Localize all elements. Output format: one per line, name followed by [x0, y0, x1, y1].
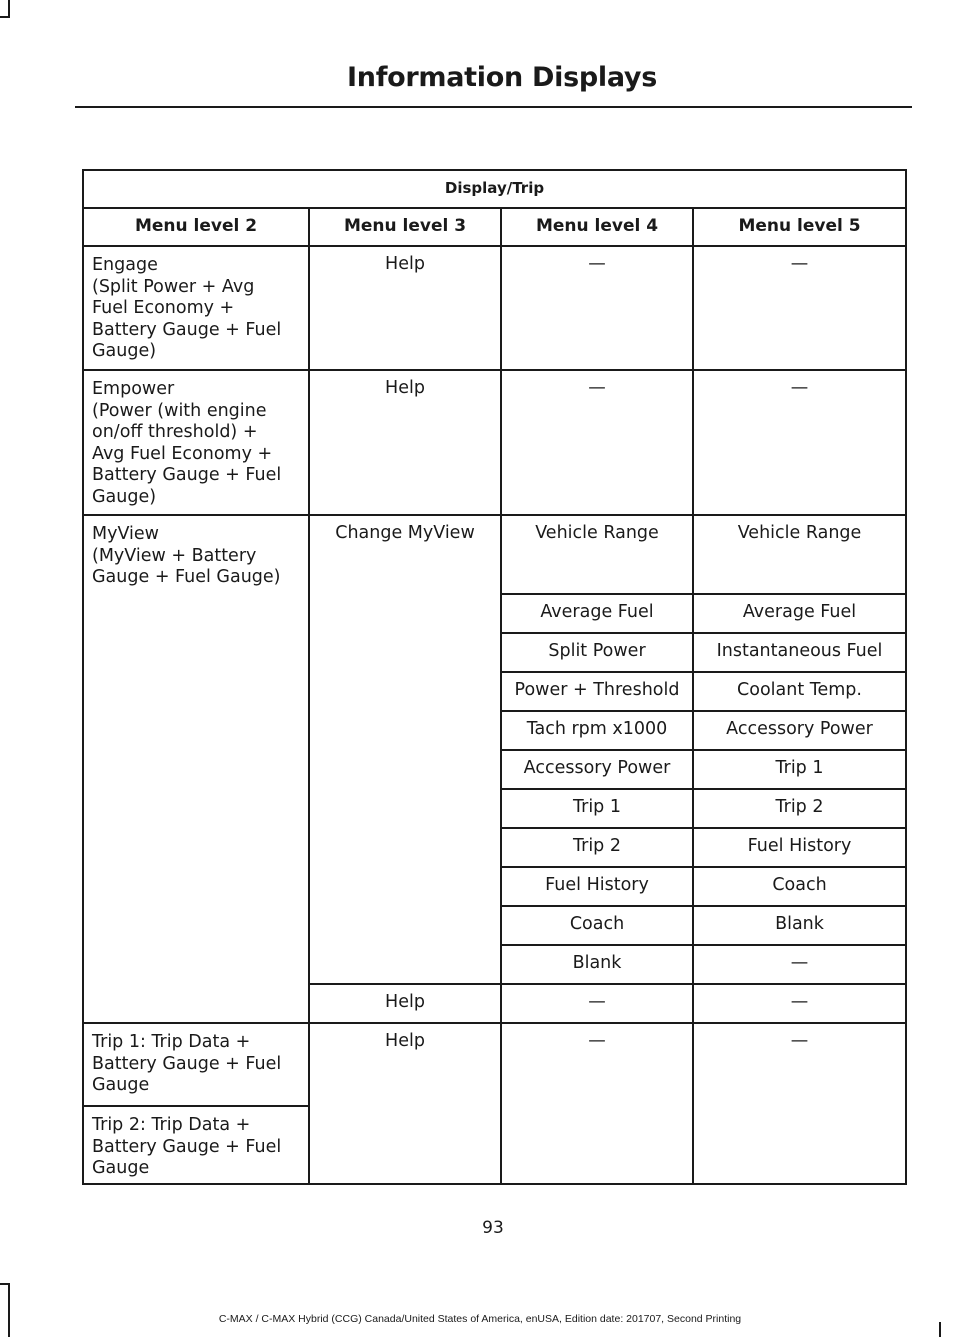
- menu-level-5-cell: Trip 1: [693, 750, 906, 789]
- cell-line: Gauge: [92, 1075, 150, 1095]
- cell-line: Trip 2: Trip Data +: [92, 1115, 251, 1135]
- menu-level-5-cell: —: [693, 1023, 906, 1184]
- cell-line: Trip 1: Trip Data +: [92, 1032, 251, 1052]
- page-title: Information Displays: [347, 62, 657, 93]
- menu-level-5-cell: Average Fuel: [693, 594, 906, 633]
- cell-line: Gauge: [92, 1158, 150, 1178]
- cell-line: Gauge): [92, 341, 157, 361]
- cell-line: Empower: [92, 379, 175, 399]
- menu-level-3-cell: Help: [309, 370, 501, 515]
- menu-level-2-cell: [83, 370, 309, 515]
- menu-level-3-cell: Help: [309, 246, 501, 370]
- column-header: Menu level 2: [83, 208, 309, 246]
- cell-line: MyView: [92, 524, 159, 544]
- menu-level-3-cell: Help: [309, 1023, 501, 1184]
- display-trip-table: [82, 169, 907, 1185]
- cell-line: (Split Power + Avg: [92, 276, 255, 297]
- menu-level-5-cell: —: [693, 984, 906, 1023]
- menu-level-3-cell: Change MyView: [309, 515, 501, 984]
- cell-line: (MyView + Battery: [92, 545, 257, 566]
- table-row: [83, 1023, 906, 1106]
- menu-level-4-cell: —: [501, 1023, 693, 1184]
- menu-level-4-cell: Tach rpm x1000: [501, 711, 693, 750]
- crop-mark-bottom-left: [0, 1283, 10, 1285]
- table-row: [83, 515, 906, 594]
- menu-level-2-cell: [83, 515, 309, 1023]
- header-divider: [75, 106, 912, 108]
- cell-line: Battery Gauge + Fuel: [92, 1136, 282, 1157]
- footer-edition-text: C-MAX / C-MAX Hybrid (CCG) Canada/United States of America, enUSA, Edition date: 201707, Second Printing: [218, 1313, 742, 1325]
- menu-level-5-cell: Coolant Temp.: [693, 672, 906, 711]
- menu-level-4-cell: —: [501, 984, 693, 1023]
- menu-level-2-cell: [83, 1106, 309, 1184]
- menu-level-4-cell: Accessory Power: [501, 750, 693, 789]
- menu-level-4-cell: Average Fuel: [501, 594, 693, 633]
- menu-level-4-cell: Trip 1: [501, 789, 693, 828]
- menu-level-4-cell: Split Power: [501, 633, 693, 672]
- menu-level-4-cell: Power + Threshold: [501, 672, 693, 711]
- menu-level-4-cell: Coach: [501, 906, 693, 945]
- column-header: Menu level 5: [693, 208, 906, 246]
- menu-level-5-cell: Fuel History: [693, 828, 906, 867]
- menu-level-4-cell: Vehicle Range: [501, 515, 693, 594]
- menu-level-5-cell: Coach: [693, 867, 906, 906]
- menu-level-5-cell: —: [693, 370, 906, 515]
- menu-level-4-cell: —: [501, 246, 693, 370]
- cell-line: Avg Fuel Economy +: [92, 443, 273, 464]
- cell-line: (Power (with engine: [92, 400, 267, 421]
- menu-level-5-cell: Blank: [693, 906, 906, 945]
- menu-level-4-cell: —: [501, 370, 693, 515]
- cell-line: on/off threshold) +: [92, 422, 258, 442]
- column-header: Menu level 3: [309, 208, 501, 246]
- cell-line: Battery Gauge + Fuel: [92, 465, 282, 485]
- cell-line: Engage: [92, 255, 158, 275]
- page-number: 93: [482, 1218, 504, 1238]
- column-header: Menu level 4: [501, 208, 693, 246]
- menu-level-4-cell: Trip 2: [501, 828, 693, 867]
- crop-mark-bottom-left: [8, 1283, 10, 1337]
- menu-level-5-cell: Instantaneous Fuel: [693, 633, 906, 672]
- menu-level-2-cell: [83, 246, 309, 370]
- menu-level-5-cell: Trip 2: [693, 789, 906, 828]
- menu-level-5-cell: Vehicle Range: [693, 515, 906, 594]
- cell-line: Gauge): [92, 486, 157, 507]
- cell-line: Battery Gauge + Fuel: [92, 1053, 282, 1074]
- crop-mark-top-left: [0, 16, 10, 18]
- menu-level-5-cell: Accessory Power: [693, 711, 906, 750]
- menu-level-3-cell: Help: [309, 984, 501, 1023]
- cell-line: Gauge + Fuel Gauge): [92, 567, 281, 587]
- menu-level-5-cell: —: [693, 246, 906, 370]
- table-row: [83, 370, 906, 515]
- menu-level-5-cell: —: [693, 945, 906, 984]
- table-row: [83, 246, 906, 370]
- menu-level-2-cell: [83, 1023, 309, 1106]
- table-caption: Display/Trip: [83, 170, 906, 208]
- cell-line: Fuel Economy +: [92, 298, 235, 318]
- cell-line: Battery Gauge + Fuel: [92, 319, 282, 340]
- menu-level-4-cell: Fuel History: [501, 867, 693, 906]
- menu-level-4-cell: Blank: [501, 945, 693, 984]
